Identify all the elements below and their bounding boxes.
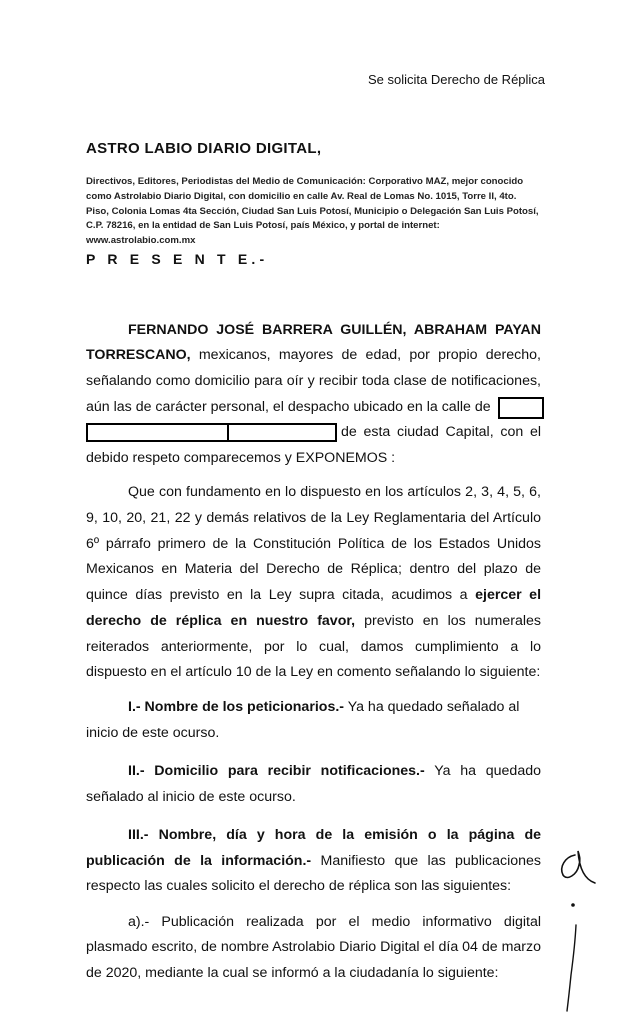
para2-line-1: Que con fundamento en lo dispuesto en los artículos 2, 3, 4, 5, 6, [128,484,541,500]
item-2-heading: II.- Domicilio para recibir notificaciones.- [128,763,425,779]
redacted-box [498,397,544,419]
para2-line-4: Mexicanos en Materia del Derecho de Réplica; dentro del plazo de [86,561,541,577]
item-3-text: Manifiesto que las publicaciones [320,853,541,869]
para2-line-6 [86,613,541,629]
addressee-line: Directivos, Editores, Periodistas del Medio de Comunicación: Corporativo MAZ, mejor conocido [86,176,524,187]
para2-line-8: dispuesto en el artículo 10 de la Ley en comento señalando lo siguiente: [86,664,541,680]
para2-line-3: 6º párrafo primero de la Constitución Política de los Estados Unidos [86,536,541,552]
item-1-line-1 [128,699,519,715]
item-a-line-1: a).- Publicación realizada por el medio informativo digital [128,914,541,930]
presente-heading: P R E S E N T E.- [86,251,269,267]
item-1-line-2: inicio de este ocurso. [86,725,220,741]
addressee-line: como Astrolabio Diario Digital, con domicilio en calle Av. Real de Lomas No. 1015, Torre II, 4to. [86,190,517,202]
request-note: Se solicita Derecho de Réplica [368,72,546,87]
para2-emphasis: ejercer el [475,587,542,603]
intro-line-4: aún las de carácter personal, el despacho ubicado en la calle de [86,399,491,415]
para2-line-2: 9, 10, 20, 21, 22 y demás relativos de la Ley Reglamentaria del Artículo [86,510,541,526]
intro-line-2 [86,347,541,363]
addressee-description [86,175,556,249]
item-2-line-2: señalado al inicio de este ocurso. [86,789,296,805]
para2-emphasis: derecho de réplica en nuestro favor, [86,613,356,629]
para2-text: previsto en los numerales [364,613,541,629]
item-3-line-2 [86,853,541,869]
addressee-line: Piso, Colonia Lomas 4ta Sección, Ciudad San Luis Potosí, Municipio o Delegación San Luis Potosí, [86,205,539,217]
intro-line-3: señalando como domicilio para oír y recibir toda clase de notificaciones, [86,373,541,389]
addressee-line: C.P. 78216, en la entidad de San Luis Potosí, país México, y portal de internet: [86,220,440,232]
intro-text: mexicanos, mayores de edad, por propio derecho, [198,347,541,363]
item-1-text: Ya ha quedado señalado al [347,699,520,715]
addressee-name: ASTRO LABIO DIARIO DIGITAL, [86,140,322,157]
item-1-heading: I.- Nombre de los peticionarios.- [128,699,344,715]
item-3-line-3: respecto las cuales solicito el derecho de réplica son las siguientes: [86,878,512,894]
para2-line-5 [86,587,541,603]
petitioner-names: FERNANDO JOSÉ BARRERA GUILLÉN, ABRAHAM PAYAN [128,322,541,338]
redacted-box [227,423,337,442]
item-2-text: Ya ha quedado [434,763,541,779]
intro-line-5: de esta ciudad Capital, con el [341,424,541,440]
item-3-heading: III.- Nombre, día y hora de la emisión o la página de [128,827,541,843]
redacted-box [86,423,230,442]
handwritten-initial-mark [545,835,605,1015]
para2-line-7: reiterados anteriormente, por lo cual, damos cumplimiento a lo [86,639,541,655]
item-a-line-3: de 2020, mediante la cual se informó a la ciudadanía lo siguiente: [86,965,499,981]
petitioner-surname: TORRESCANO, [86,347,191,363]
addressee-website: www.astrolabio.com.mx [86,235,196,247]
item-a-line-2: plasmado escrito, de nombre Astrolabio Diario Digital el día 04 de marzo [86,939,542,955]
item-2-line-1 [128,763,541,779]
para2-text: quince días previsto en la Ley supra citada, acudimos a [86,587,468,603]
item-3-heading-cont: publicación de la información.- [86,853,312,869]
intro-line-6: debido respeto comparecemos y EXPONEMOS : [86,450,396,466]
